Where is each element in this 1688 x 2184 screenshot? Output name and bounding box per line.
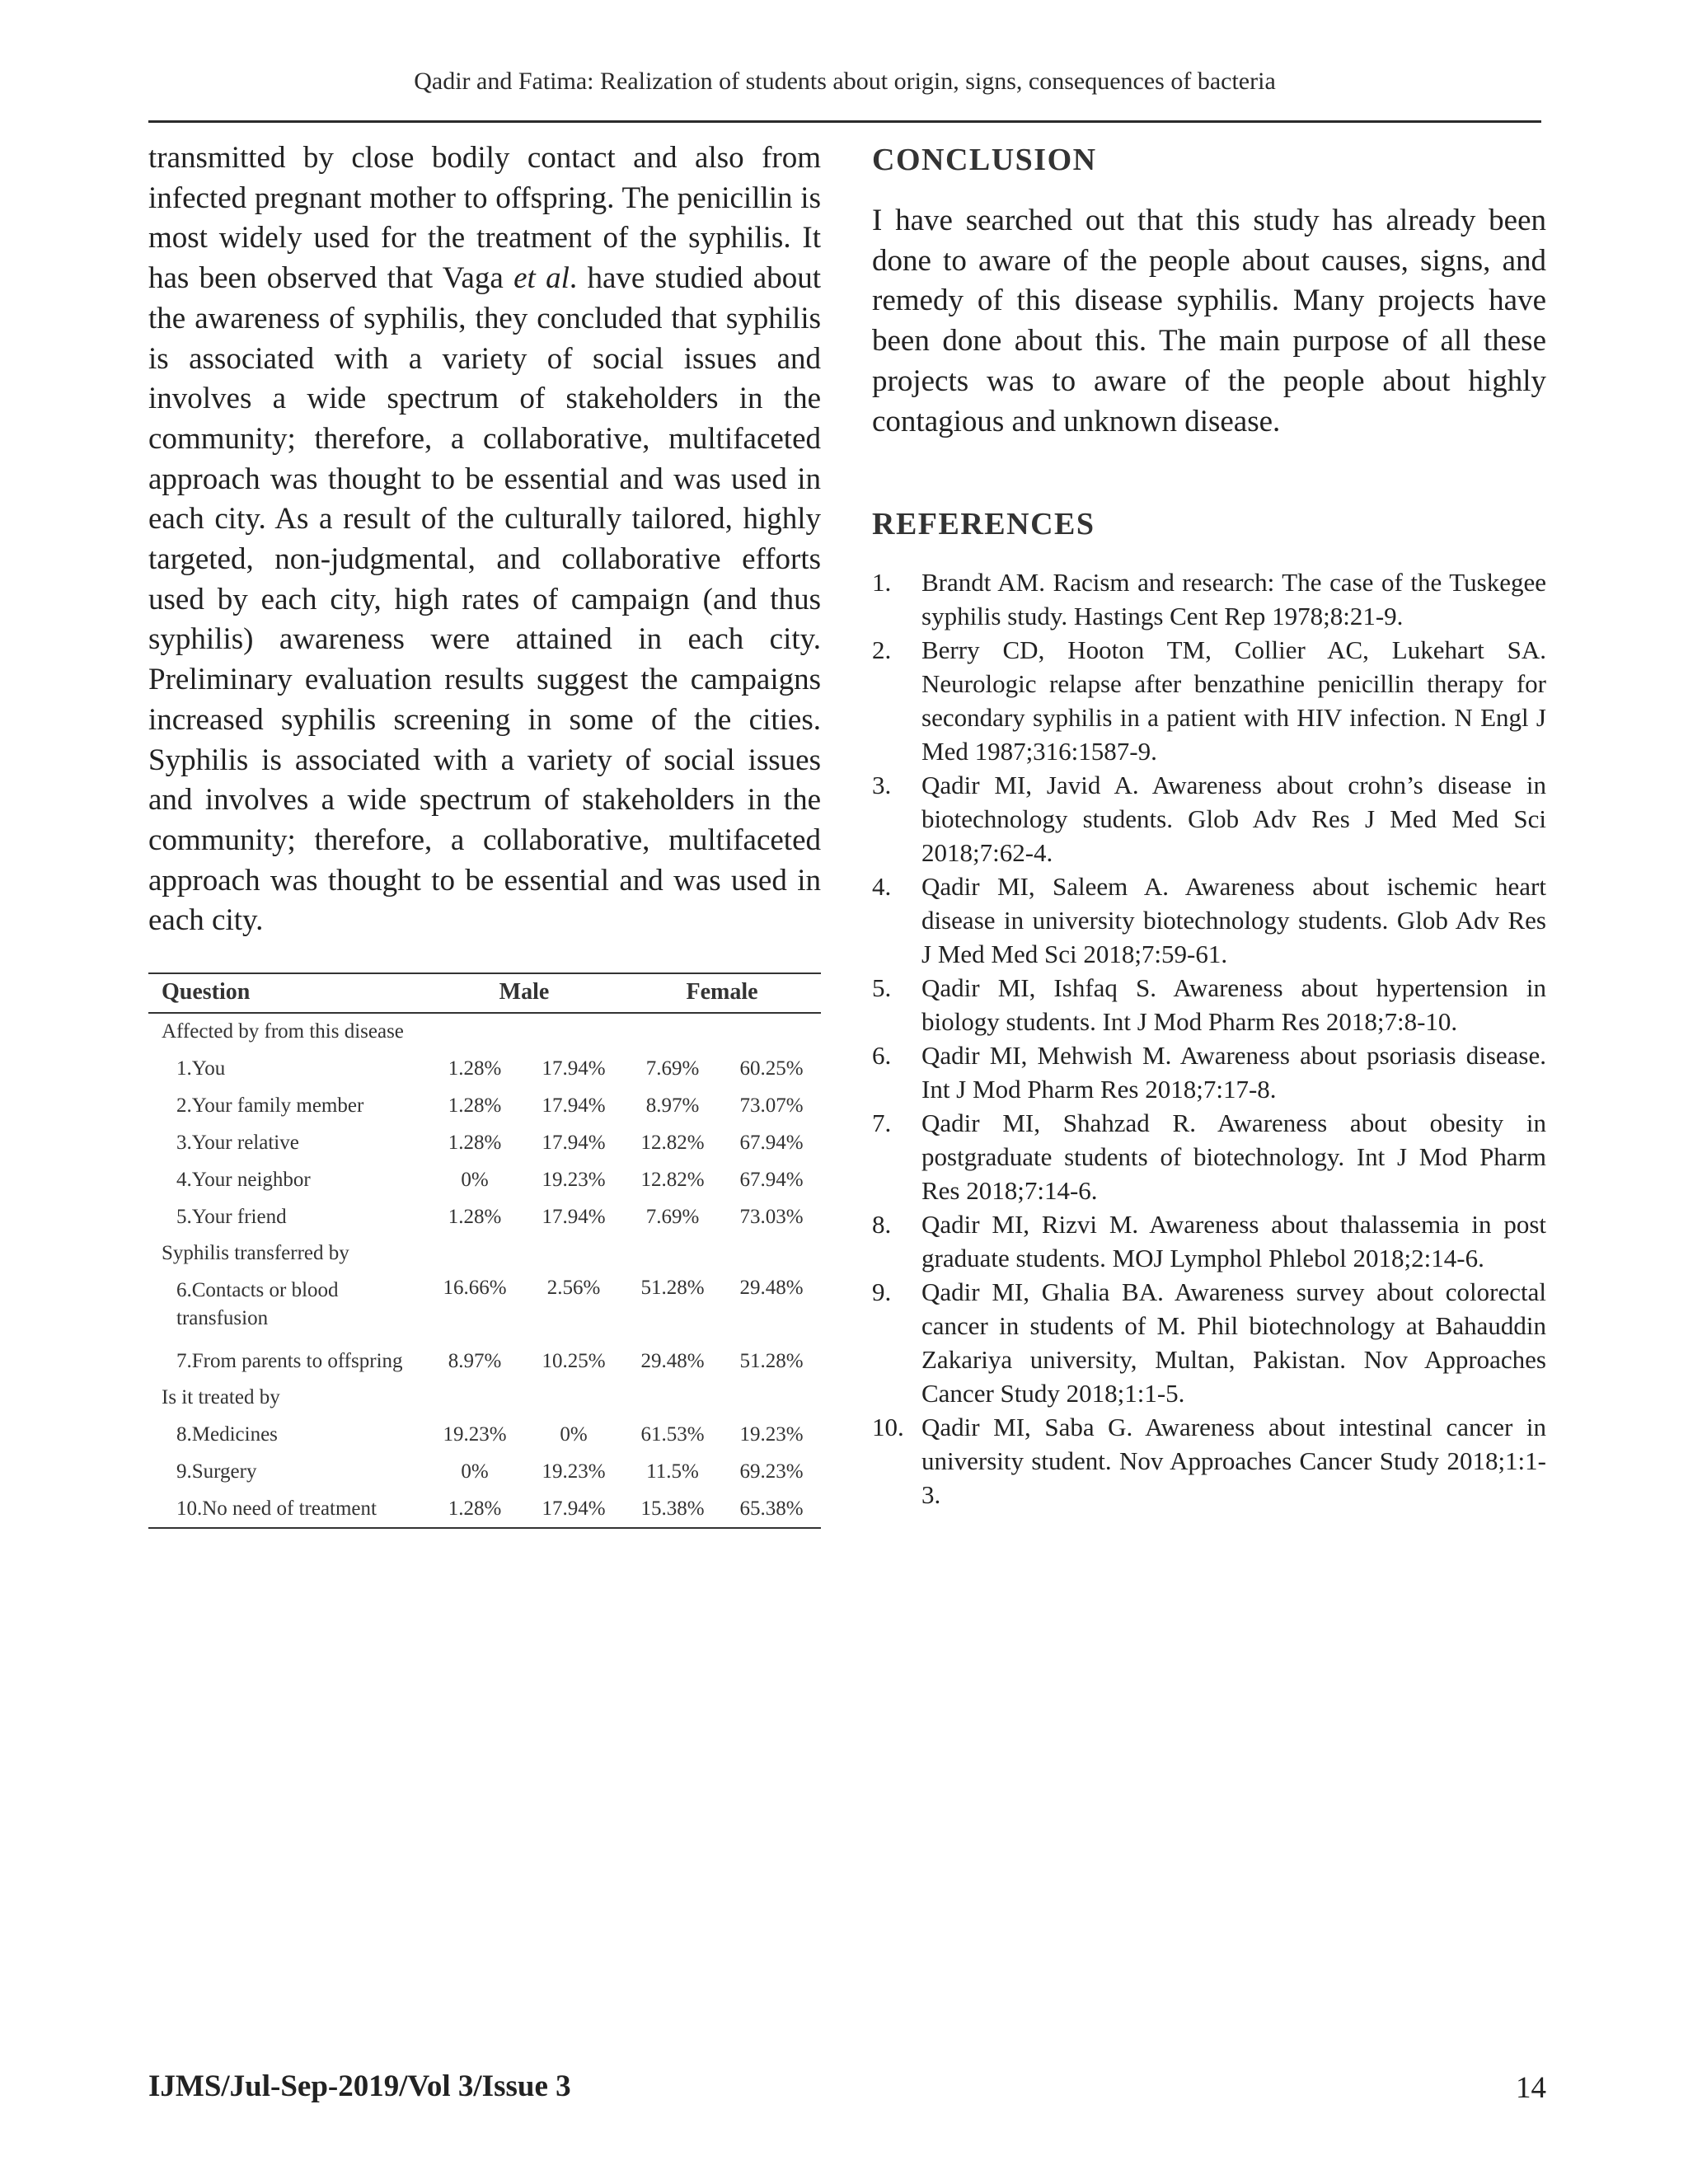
table-cell: 0% [560,1422,588,1446]
table-row [148,1416,821,1453]
header-male: Male [425,973,623,1013]
reference-number: 5. [872,973,892,1003]
table-cell: 19.23% [739,1422,804,1446]
conclusion-heading: CONCLUSION [872,143,1097,177]
table-cell: 17.94% [542,1131,606,1154]
table-cell: 51.28% [739,1349,804,1372]
table-row-label: 2.Your family member [176,1094,364,1117]
table-row [148,1453,821,1490]
table-cell: 1.28% [448,1094,502,1117]
table-cell: 1.28% [448,1205,502,1228]
table-cell: 67.94% [739,1168,804,1191]
reference-text: Qadir MI, Ishfaq S. Awareness about hypertension in biology students. Int J Mod Pharm Res 2018;7:8-10. [921,973,1546,1037]
footer-journal: IJMS/Jul-Sep-2019/Vol 3/Issue 3 [148,2069,571,2103]
table-row-label: 7.From parents to offspring [176,1349,403,1372]
table-cell: 12.82% [640,1131,705,1154]
table-row [148,1198,821,1235]
table-cell: 1.28% [448,1131,502,1154]
table-row [148,1490,821,1528]
table-row-label: 5.Your friend [176,1205,287,1228]
reference-number: 4. [872,872,892,902]
running-header: Qadir and Fatima: Realization of students about origin, signs, consequences of bacteria [414,68,1276,95]
table-cell: 19.23% [542,1460,606,1483]
table-cell: 11.5% [646,1460,699,1483]
table-group-row [148,1013,821,1050]
table-cell: 16.66% [443,1277,507,1300]
references-heading: REFERENCES [872,507,1095,542]
table-row [148,1161,821,1198]
header-female: Female [623,973,821,1013]
reference-number: 10. [872,1413,904,1442]
table-cell: 65.38% [722,1490,821,1528]
table-row-label: 4.Your neighbor [176,1168,311,1191]
table-row-label: 3.Your relative [176,1131,299,1154]
table-group-row [148,1380,821,1416]
table-row-label: 9.Surgery [176,1460,257,1483]
table-cell: 7.69% [645,1057,700,1080]
table-cell: 15.38% [623,1490,722,1528]
body-text-part1: transmitted by close bodily contact and also from infected pregnant mother to offspring. The penicillin is most widely used for the treatment of the syphilis. It has been observed that Vaga [148,141,821,296]
table-row [148,1124,821,1161]
table-body [148,1013,821,1528]
table-row-label: 1.You [176,1057,226,1080]
table-cell: 0% [461,1168,489,1191]
table-cell: 19.23% [443,1422,507,1446]
reference-number: 6. [872,1041,892,1071]
table-cell: 8.97% [448,1349,502,1372]
table-row-label: 10.No need of treatment [148,1490,425,1528]
table-cell: 17.94% [542,1057,606,1080]
header-rule [148,120,1541,123]
table-cell: 0% [461,1460,489,1483]
table-cell: 1.28% [448,1057,502,1080]
body-paragraph [148,138,821,941]
table-cell: 69.23% [739,1460,804,1483]
table-cell: 7.69% [645,1205,700,1228]
table-cell: 61.53% [640,1422,705,1446]
reference-text: Berry CD, Hooton TM, Collier AC, Lukehart SA. Neurologic relapse after benzathine penicillin therapy for secondary syphilis in a patient with HIV infection. N Engl J Med 1987;316:1587-9. [921,635,1546,766]
reference-item [872,1275,1546,1410]
reference-item [872,1106,1546,1207]
table-group-row [148,1235,821,1272]
table-row [148,1087,821,1124]
table-cell: 60.25% [739,1057,804,1080]
table-cell: 8.97% [645,1094,700,1117]
table-cell: 17.94% [542,1094,606,1117]
conclusion-text: I have searched out that this study has already been done to aware of the people about causes, signs, and remedy of this disease syphilis. Many projects have been done about this. The main purpose of all these projects was to aware of the people about highly contagious and unknown disease. [872,204,1546,438]
reference-number: 3. [872,771,892,800]
survey-table-wrap [148,972,821,1529]
body-text-italic: et al [513,261,570,296]
table-cell: 29.48% [739,1277,804,1300]
reference-text: Qadir MI, Ghalia BA. Awareness survey about colorectal cancer in students of M. Phil biotechnology at Bahauddin Zakariya university, Multan, Pakistan. Nov Approaches Cancer Study 2018;1:1-5. [921,1277,1546,1408]
reference-number: 1. [872,568,892,598]
reference-item [872,1207,1546,1275]
body-text-part2: . have studied about the awareness of syphilis, they concluded that syphilis is associated with a variety of social issues and involves a wide spectrum of stakeholders in the community; therefore, a collaborative, multifaceted approach was thought to be essential and was used in each city. As a result of the culturally tailored, highly targeted, non-judgmental, and collaborative efforts used by each city, high rates of campaign (and thus syphilis) awareness were attained in each city. Preliminary evaluation results suggest the campaigns increased syphilis screening in some of the cities. Syphilis is associated with a variety of social issues and involves a wide spectrum of stakeholders in the community; therefore, a collaborative, multifaceted approach was thought to be essential and was used in each city. [148,261,821,938]
table-row [148,1343,821,1380]
reference-text: Qadir MI, Javid A. Awareness about crohn’s disease in biotechnology students. Glob Adv Res J Med Med Sci 2018;7:62-4. [921,771,1546,868]
reference-text: Qadir MI, Rizvi M. Awareness about thalassemia in post graduate students. MOJ Lymphol Phlebol 2018;2:14-6. [921,1210,1546,1273]
reference-item [872,1038,1546,1106]
reference-number: 9. [872,1277,892,1307]
table-cell: 73.07% [739,1094,804,1117]
reference-item [872,1410,1546,1511]
table-group-label: Syphilis transferred by [162,1242,349,1265]
table-cell: 19.23% [542,1168,606,1191]
reference-item [872,768,1546,869]
table-cell: 29.48% [640,1349,705,1372]
table-cell: 10.25% [542,1349,606,1372]
table-cell: 17.94% [542,1205,606,1228]
table-header-row [148,973,821,1013]
table-cell: 73.03% [739,1205,804,1228]
reference-item [872,565,1546,633]
table-cell: 12.82% [640,1168,705,1191]
table-row [148,1050,821,1087]
reference-text: Brandt AM. Racism and research: The case of the Tuskegee syphilis study. Hastings Cent Rep 1978;8:21-9. [921,568,1546,631]
reference-text: Qadir MI, Shahzad R. Awareness about obesity in postgraduate students of biotechnology. Int J Mod Pharm Res 2018;7:14-6. [921,1108,1546,1206]
reference-text: Qadir MI, Saba G. Awareness about intestinal cancer in university student. Nov Approaches Cancer Study 2018;1:1-3. [921,1413,1546,1510]
references-list [872,565,1546,1511]
reference-number: 2. [872,635,892,665]
table-row [148,1272,821,1343]
table-row-label: 8.Medicines [176,1422,278,1446]
table-group-label: Affected by from this disease [162,1020,404,1043]
right-column [872,138,1546,1511]
reference-item [872,633,1546,768]
header-question: Question [148,973,425,1013]
page-number: 14 [1516,2071,1546,2105]
survey-table [148,972,821,1529]
reference-text: Qadir MI, Saleem A. Awareness about ischemic heart disease in university biotechnology students. Glob Adv Res J Med Med Sci 2018;7:59-61. [921,872,1546,969]
table-group-label: Is it treated by [162,1386,280,1409]
reference-text: Qadir MI, Mehwish M. Awareness about psoriasis disease. Int J Mod Pharm Res 2018;7:17-8. [921,1041,1546,1104]
table-cell: 67.94% [739,1131,804,1154]
left-column [148,138,821,1529]
table-cell: 17.94% [524,1490,623,1528]
table-row-label: 6.Contacts or blood transfusion [176,1279,339,1330]
table-cell: 2.56% [546,1277,601,1300]
reference-number: 8. [872,1210,892,1240]
reference-item [872,869,1546,971]
reference-number: 7. [872,1108,892,1138]
table-cell: 51.28% [640,1277,705,1300]
table-cell: 1.28% [425,1490,524,1528]
reference-item [872,971,1546,1038]
